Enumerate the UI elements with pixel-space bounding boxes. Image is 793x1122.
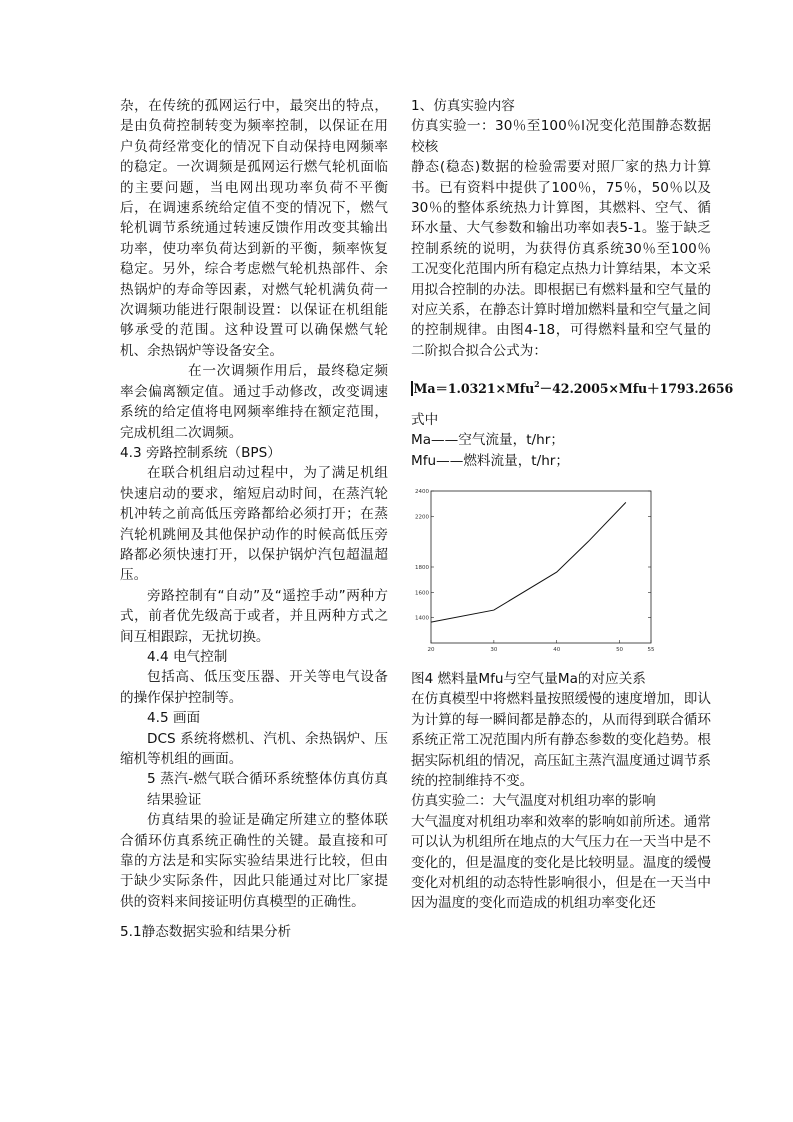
right-column	[411, 96, 734, 914]
formula-rhs: －42.2005×Mfu＋1793.2656	[539, 381, 734, 397]
experiment-1-title: 仿真实验一：30％至100％l况变化范围静态数据校核	[411, 118, 711, 155]
paragraph-simulation-trend: 在仿真模型中将燃料量按照缓慢的速度增加，即认为计算的每一瞬间都是静态的，从而得到联合循环系统正常工况范围内所有静态参数的变化趋势。根据实际机组的情况，高压缸主蒸汽温度通过调节系统的控制维持不变。	[411, 691, 711, 789]
paragraph-verification: 仿真结果的验证是确定所建立的整体联合循环仿真系统正确性的关键。最直接和可靠的方法是和实际实验结果进行比较，但由于缺少实际条件，因此只能通过对比厂家提供的资料来间接证明仿真模型的正确性。	[120, 812, 388, 910]
y-tick-label: 1800	[415, 564, 429, 571]
formula-lhs: Ma＝1.0321×Mfu	[413, 381, 535, 397]
fit-formula	[411, 379, 734, 399]
paragraph-secondary-regulation: 在一次调频作用后，最终稳定频率会偏离额定值。通过手动修改，改变调速系统的给定值将电网频率维持在额定范围，完成机组二次调频。	[120, 363, 388, 441]
paragraph-bypass-modes: 旁路控制有“自动”及“遥控手动”两种方式，前者优先级高于或者，并且两种方式之间互相跟踪，无扰切换。	[120, 587, 388, 645]
paragraph-electrical: 包括高、低压变压器、开关等电气设备的操作保护控制等。	[120, 669, 388, 706]
heading-4-5: 4.5 画面	[147, 710, 201, 727]
x-tick-label: 40	[553, 646, 561, 653]
formula-exponent: 2	[534, 379, 540, 390]
fuel-air-chart	[409, 483, 659, 663]
left-column	[120, 96, 388, 943]
series-line-ma	[431, 502, 626, 622]
experiment-2-title: 仿真实验二：大气温度对机组功率的影响	[411, 793, 656, 810]
heading-4-3: 4.3 旁路控制系统（BPS）	[120, 444, 281, 461]
y-tick-label: 1600	[415, 590, 429, 597]
x-tick-label: 50	[616, 646, 624, 653]
where-label: 式中	[411, 411, 439, 428]
paragraph-temperature-effect: 大气温度对机组功率和效率的影响如前所述。通常可以认为机组所在地点的大气压力在一天当中是不变化的，但是温度的变化是比较明显。温度的缓慢变化对机组的动态特性影响很小，但是在一天当中因为温度的变化而造成的机组功率变化还	[411, 813, 711, 912]
paragraph-frequency-control: 杂，在传统的孤网运行中，最突出的特点，是由负荷控制转变为频率控制，以保证在用户负荷经常变化的情况下自动保持电网频率的稳定。一次调频是孤网运行燃气轮机面临的主要问题，当电网出现功率负荷不平衡后，在调速系统给定值不变的情况下，燃气轮机调节系统通过转速反馈作用改变其输出功率，使功率负荷达到新的平衡，频率恢复稳定。另外，综合考虑燃气轮机热部件、余热锅炉的寿命等因素，对燃气轮机满负荷一次调频功能进行限制设置：以保证在机组能够承受的范围。这种设置可以确保燃气轮机、余热锅炉等设备安全。	[120, 98, 388, 359]
x-tick-label: 30	[490, 646, 498, 653]
x-tick-label: 20	[427, 646, 435, 653]
paragraph-bypass-startup: 在联合机组启动过程中，为了满足机组快速启动的要求，缩短启动时间，在蒸汽轮机冲转之前高低压旁路都给必须打开；在蒸汽轮机跳闸及其他保护动作的时候高低压旁路都必须快速打开，以保护锅炉汽包超温超压。	[120, 465, 388, 584]
plot-frame	[431, 491, 651, 643]
definition-mfu: Mfu——燃料流量，t/hr；	[411, 452, 569, 469]
y-tick-label: 2400	[415, 488, 429, 495]
y-tick-label: 2200	[415, 514, 429, 521]
figure-caption: 图4 燃料量Mfu与空气量Ma的对应关系	[411, 670, 646, 687]
y-tick-label: 1400	[415, 615, 429, 622]
heading-5: 5 蒸汽-燃气联合循环系统整体仿真仿真结果验证	[147, 771, 388, 808]
definition-ma: Ma——空气流量，t/hr；	[411, 432, 564, 449]
heading-5-1: 5.1静态数据实验和结果分析	[120, 924, 292, 941]
cursor-bar-mark	[411, 381, 413, 396]
heading-experiment-content: 1、仿真实验内容	[411, 98, 515, 114]
paragraph-static-check: 静态(稳态)数据的检验需要对照厂家的热力计算书。已有资料中提供了100％，75％，50％以及30％的整体系统热力计算图，其燃料、空气、循环水量、大气参数和输出功率如表5-1。鉴于缺乏控制系统的说明，为获得仿真系统30％至100％工况变化范围内所有稳定点热力计算结果，本文采用拟合控制的办法。即根据已有燃料量和空气量的对应关系，在静态计算时增加燃料量和空气量之间的控制规律。由图4-18，可得燃料量和空气量的二阶拟合拟合公式为：	[411, 159, 711, 359]
x-tick-label: 55	[647, 646, 655, 653]
paragraph-dcs: DCS 系统将燃机、汽机、余热锅炉、压缩机等机组的画面。	[120, 730, 388, 767]
heading-4-4: 4.4 电气控制	[147, 648, 228, 665]
